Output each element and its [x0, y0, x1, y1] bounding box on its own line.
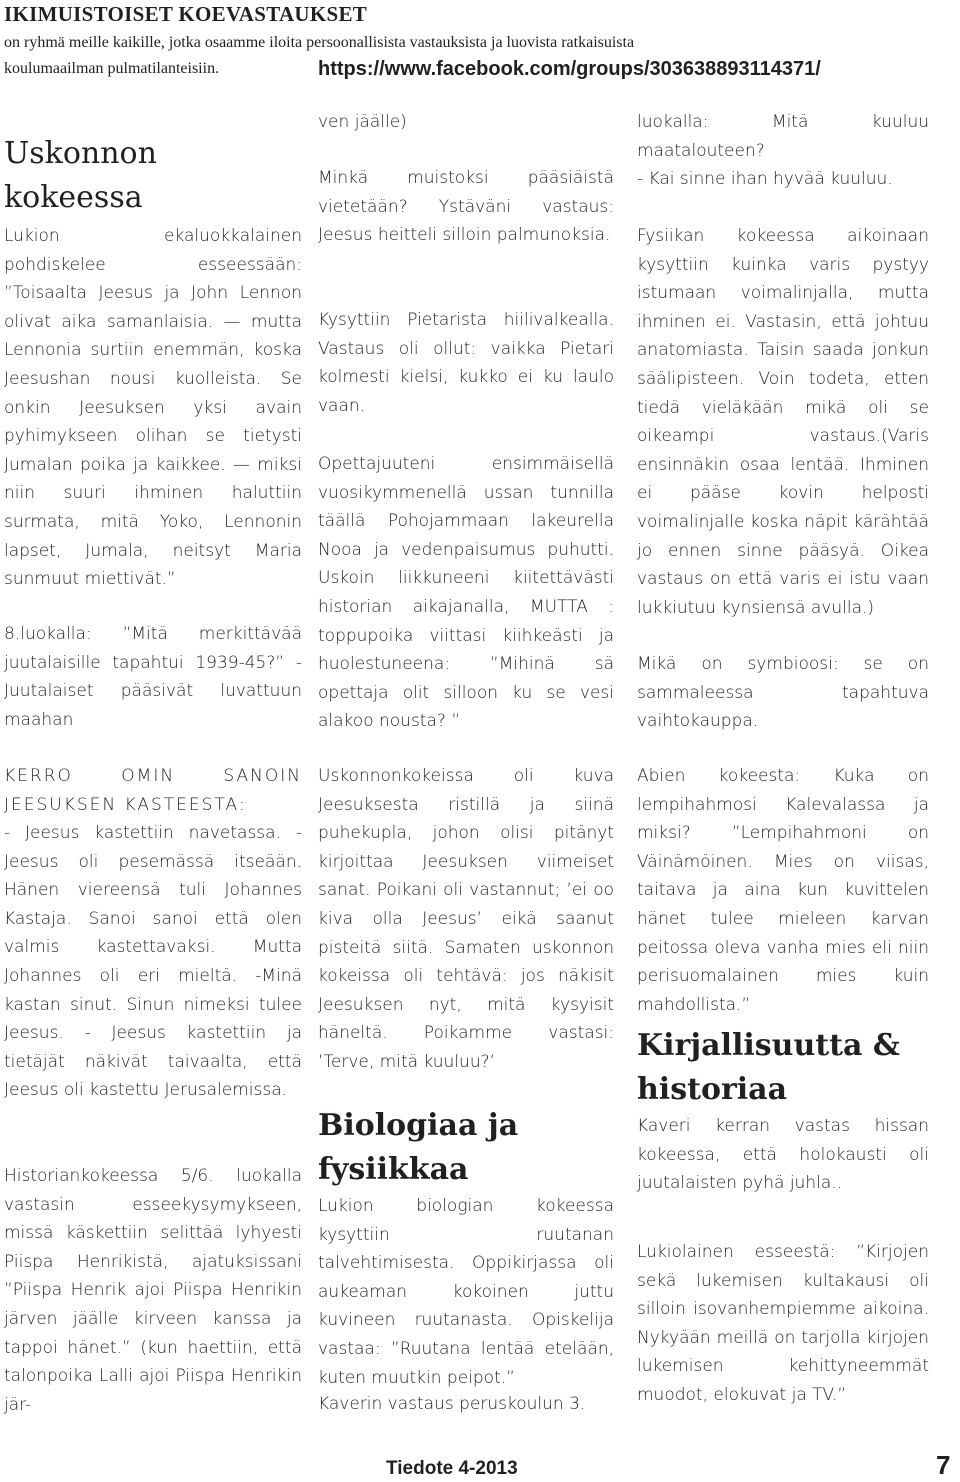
article-paragraph: Mikä on symbioosi: se on sammaleessa tapahtuva vaihtokauppa.: [637, 654, 929, 732]
article-paragraph: - Jeesus kastettiin navetassa. - Jeesus oli pesemässä itseään. Hänen viereensä tuli Johannes Kastaja. Sanoi sanoi että olen valmis kastettavaksi. Mutta Johannes oli eri mieltä. -Minä kastan sinut. Sinun nimeksi tulee Jeesus. - Jeesus kastettiin ja tietäjät näkivät taivaalta, että Jeesus oli kastettu Jerusalemissa.: [4, 823, 302, 1101]
article-paragraph: Abien kokeesta: Kuka on lempihahmosi Kalevalassa ja miksi? ”Lempihahmoni on Väinämöinen. Mies on viisas, taitava ja aina kun kuvittelen hänet tulee mieleen karvan peitossa oleva vanha mies eli niin perisuomalainen mies kuin mahdollista.”: [637, 766, 929, 1015]
article-paragraph: 8.luokalla: ”Mitä merkittävää juutalaisille tapahtui 1939-45?” - Juutalaiset pääsivät luvattuun maahan: [4, 624, 302, 730]
article-paragraph: - Kai sinne ihan hyvää kuuluu.: [637, 169, 893, 189]
article-paragraph: Minkä muistoksi pääsiäistä vietetään? Ystäväni vastaus: Jeesus heitteli silloin palmunoksia.: [318, 168, 614, 246]
article-paragraph: Fysiikan kokeessa aikoinaan kysyttiin kuinka varis pystyy istumaan voimalinjalla, mutta ihminen ei. Vastasin, että johtuu anatomiasta. Taisin saada jonkun säälipisteen. Voin todeta, etten tiedä vieläkään mikä oli se oikeampi vastaus.(Varis ensinnäkin osaa lentää. Ihminen ei pääse kovin helposti voimalinjalle koska näpit kärähtää jo ennen sinne pääsyä. Oikea vastaus on että varis ei istu vaan lukkiutuu kynsiensä avulla.): [637, 226, 929, 618]
article-paragraph: Uskonnonkokeissa oli kuva Jeesuksesta ristillä ja siinä puhekupla, johon olisi pitänyt kirjoittaa Jeesuksen viimeiset sanat. Poikani oli vastannut; ’ei oo kiva olla Jeesus’ eikä saanut pisteitä siitä. Samaten uskonnon kokeissa oli tehtävä: jos näkisit Jeesuksen nyt, mitä kysyisit häneltä. Poikamme vastasi: ’Terve, mitä kuuluu?’: [318, 766, 614, 1072]
article-paragraph: ven jäälle): [318, 112, 407, 132]
article-paragraph: Lukion biologian kokeessa kysyttiin ruutanan talvehtimisesta. Oppikirjassa oli aukeaman kokoinen juttu kuvineen ruutanasta. Opiskelija vastaa: ”Ruutana lentää etelään, kuten muutkin peipot.”: [318, 1196, 614, 1388]
section-heading-uskonnon: Uskonnon kokeessa: [4, 136, 157, 215]
column-3: [637, 0, 929, 1482]
article-paragraph: Lukiolainen esseestä: ”Kirjojen sekä lukemisen kultakausi oli silloin isovanhempiemme aikoina. Nykyään meillä on tarjolla kirjojen lukemisen kehittyneemmät muodot, elokuvat ja TV.”: [637, 1242, 929, 1405]
header-intro-line-2: koulumaailman pulmatilanteisiin.: [4, 60, 220, 77]
column-1: [4, 0, 302, 1482]
facebook-group-url[interactable]: https://www.facebook.com/groups/303638893114371/: [318, 58, 821, 80]
article-paragraph: Kaverin vastaus peruskoulun 3.: [318, 1394, 586, 1414]
publication-footer: Tiedote 4-2013: [386, 1458, 518, 1479]
article-paragraph: Historiankokeessa 5/6. luokalla vastasin esseekysymykseen, missä käskettiin selittää lyhyesti Piispa Henrikistä, ajatuksissani ”Piispa Henrik ajoi Piispa Henrikin järven jäälle kirveen kanssa ja tappoi hänet.” (kun haettiin, että talonpoika Lalli ajoi Piispa Henrikin jär-: [4, 1166, 302, 1415]
article-paragraph: luokalla: Mitä kuuluu maatalouteen?: [637, 112, 929, 161]
article-paragraph: Opettajuuteni ensimmäisellä vuosikymmenellä ussan tunnilla täällä Pohojammaan lakeurella Nooa ja vedenpaisumus puhutti. Uskoin liikkuneeni kiitettävästi historian aikajanalla, MUTTA : toppupoika viittasi kiihkeästi ja huolestuneena: ”Mihinä sä opettaja olit silloon ku se vesi alakoo nousta? ”: [318, 454, 614, 732]
article-paragraph: Kaveri kerran vastas hissan kokeessa, että holokausti oli juutalaisten pyhä juhla..: [637, 1116, 929, 1194]
page-title: IKIMUISTOISET KOEVASTAUKSET: [4, 2, 368, 26]
column-2: [318, 0, 614, 1482]
section-heading-kirjallisuutta: Kirjallisuutta & historiaa: [637, 1028, 900, 1107]
section-heading-biologiaa: Biologiaa ja fysiikkaa: [318, 1108, 519, 1187]
page-number: 7: [936, 1450, 951, 1480]
article-subheading: KERRO OMIN SANOIN JEESUKSEN KASTEESTA:: [4, 766, 302, 815]
article-paragraph: Kysyttiin Pietarista hiilivalkealla. Vastaus oli ollut: vaikka Pietari kolmesti kielsi, kukko ei ku laulo vaan.: [318, 310, 614, 416]
header-intro-line-1: on ryhmä meille kaikille, jotka osaamme iloita persoonallisista vastauksista ja luovista ratkaisuista: [4, 34, 635, 51]
article-paragraph: Lukion ekaluokkalainen pohdiskelee esseessään: ”Toisaalta Jeesus ja John Lennon olivat aika samanlaisia. — mutta Lennonia surtiin enemmän, koska Jeesushan nousi kuolleista. Se onkin Jeesuksen yksi avain pyhimykseen olihan se tietysti Jumalan poika ja kaikkee. — miksi niin suuri ihminen haluttiin surmata, mitä Yoko, Lennonin lapset, Jumala, neitsyt Maria sunmuut miettivät.”: [4, 226, 302, 590]
